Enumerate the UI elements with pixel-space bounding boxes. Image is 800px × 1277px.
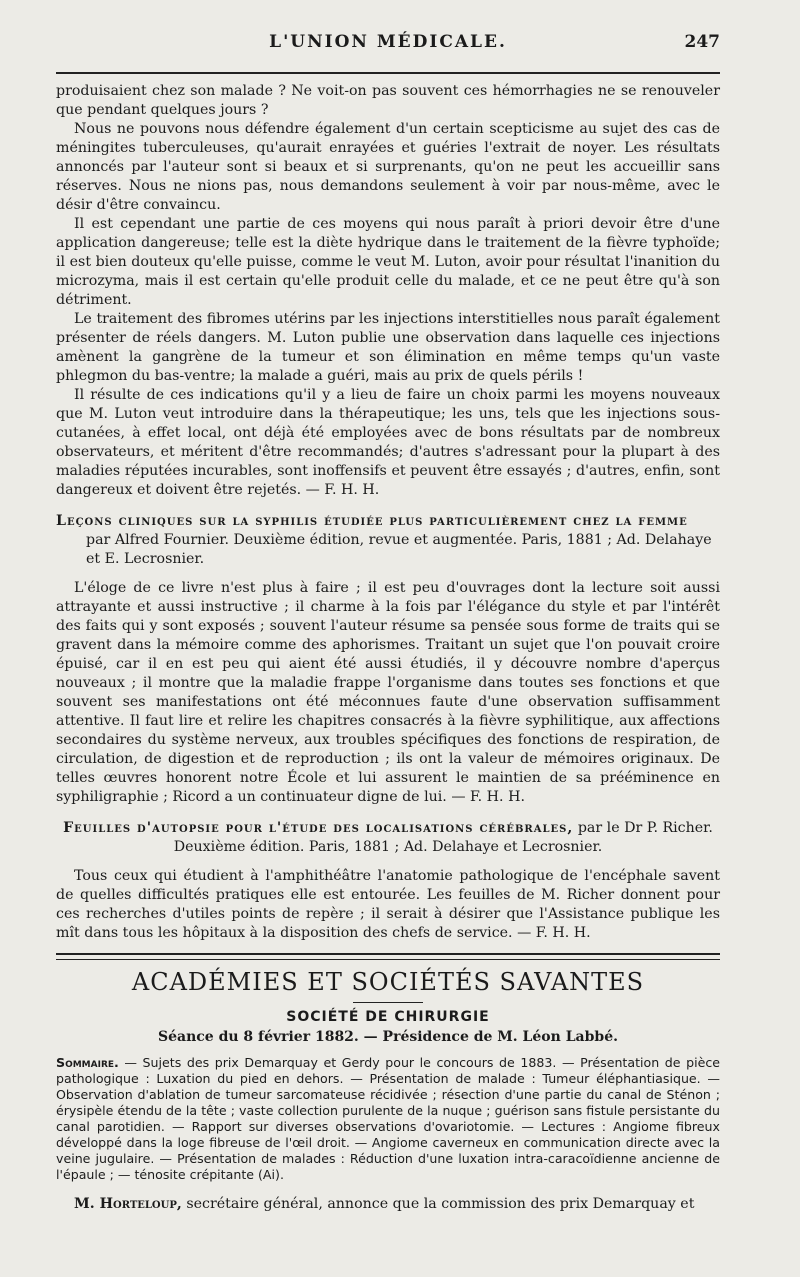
paragraph: Le traitement des fibromes utérins par les injections interstitielles nous paraît également présenter de réels dangers. M. Luton publie une observation dans laquelle ces injections amènent la gangrène de la tumeur et son élimination en même temps qu'un vaste phlegmon du bas-ventre; la malade a guéri, mais au prix de quels périls ! [56, 311, 720, 384]
society-title: SOCIÉTÉ DE CHIRURGIE [286, 1009, 490, 1025]
summary-text: — Sujets des prix Demarquay et Gerdy pour le concours de 1883. — Présentation de pièce pathologique : Luxation du pied en dehors. — Présentation de malade : Tumeur éléphantiasique. — Observation d'ablation de tumeur sarcomateuse récidivée ; résection d'une partie du canal de Sténon ; érysipèle étendu de la tête ; vaste collection purulente de la nuque ; guérison sans fistule persistante du canal parotidien. — Rapport sur diverses observations d'ovariotomie. — Lectures : Angiome fibreux développé dans la loge fibreuse de l'œil droit. — Angiome caverneux en communication directe avec la veine jugulaire. — Présentation de malades : Réduction d'une luxation intra-caracoïdienne ancienne de l'épaule ; — ténosite crépitante (Ai). [56, 1055, 720, 1182]
paragraph: Nous ne pouvons nous défendre également d'un certain scepticisme au sujet des cas de méningites tuberculeuses, qu'aurait enrayées et guéries l'extrait de noyer. Les résultats annoncés par l'auteur sont si beaux et si surprenants, qu'on ne peut les accueillir sans réserves. Nous ne nions pas, nous demandons seulement à voir par nous-même, avec le désir d'être convaincu. [56, 121, 720, 213]
section-divider [56, 953, 720, 960]
closing-text: secrétaire général, annonce que la commission des prix Demarquay et [186, 1196, 695, 1212]
review-text: L'éloge de ce livre n'est plus à faire ; il est peu d'ouvrages dont la lecture soit aussi attrayante et aussi instructive ; il charme à la fois par l'élégance du style et par l'intérêt des faits qui y sont exposés ; souvent l'auteur résume sa pensée sous forme de traits qui se gravent dans la mémoire comme des aphorismes. Traitant un sujet que l'on pouvait croire épuisé, car il en est peu qui aient été aussi étudiés, il y découvre nombre d'aperçus nouveaux ; il montre que la maladie frappe l'organisme dans toutes ses fonctions et que souvent ses manifestations ont été méconnues faute d'une observation suffisamment attentive. Il faut lire et relire les chapitres consacrés à la fièvre syphilitique, aux affections secondaires du système nerveux, aux troubles spécifiques des fonctions de respiration, de circulation, de digestion et de reproduction ; ils ont la valeur de mémoires originaux. De telles œuvres honorent notre École et lui assurent le maintien de sa prééminence en syphiligraphie ; Ricord a un continuateur digne de lui. — F. H. H. [56, 580, 720, 805]
session-line: Séance du 8 février 1882. — Présidence de M. Léon Labbé. [158, 1029, 618, 1045]
review-title: Leçons cliniques sur la syphilis étudiée plus particulièrement chez la femme [56, 513, 688, 529]
running-header [56, 32, 720, 60]
closing-paragraph [56, 1195, 720, 1214]
section-title: ACADÉMIES ET SOCIÉTÉS SAVANTES [131, 968, 645, 996]
review-author: par le Dr P. Richer. [577, 820, 713, 836]
closing-name: M. Horteloup, [74, 1196, 182, 1212]
review-text: Tous ceux qui étudient à l'amphithéâtre l'anatomie pathologique de l'encéphale savent de quelles difficultés pratiques elle est entourée. Les feuilles de M. Richer donnent pour ces recherches d'utiles points de repère ; il serait à désirer que l'Assistance publique les mît dans tous les hôpitaux à la disposition des chefs de service. — F. H. H. [56, 868, 720, 941]
paragraph: Il est cependant une partie de ces moyens qui nous paraît à priori devoir être d'une application dangereuse; telle est la diète hydrique dans le traitement de la fièvre typhoïde; il est bien douteux qu'elle puisse, comme le veut M. Luton, avoir pour résultat l'inanition du microzyma, mais il est certain qu'elle produit celle du malade, et ce ne peut être qu'à son détriment. [56, 216, 720, 308]
review-reference: par Alfred Fournier. Deuxième édition, revue et augmentée. Paris, 1881 ; Ad. Delahaye et E. Lecrosnier. [86, 532, 712, 567]
paragraph: Il résulte de ces indications qu'il y a lieu de faire un choix parmi les moyens nouveaux que M. Luton veut introduire dans la thérapeutique; les uns, tels que les injections sous-cutanées, à effet local, ont déjà été employées avec de bons résultats par de nombreux observateurs, et méritent d'être recommandés; d'autres s'adressant pour la plupart à des maladies réputées incurables, sont inoffensifs et peuvent être essayés ; d'autres, enfin, sont dangereux et doivent être rejetés. — F. H. H. [56, 387, 720, 498]
journal-title: L'UNION MÉDICALE. [269, 32, 507, 52]
header-rule [56, 72, 720, 74]
review-title: Feuilles d'autopsie pour l'étude des localisations cérébrales, [63, 820, 574, 836]
review-heading [56, 819, 720, 857]
title-rule [353, 1002, 423, 1003]
summary-lead: Sommaire. [56, 1055, 119, 1070]
article-body [56, 82, 720, 1214]
review-reference: Deuxième édition. Paris, 1881 ; Ad. Delahaye et Lecrosnier. [173, 839, 603, 855]
paragraph: produisaient chez son malade ? Ne voit-on pas souvent ces hémorrhagies ne se renouveler que pendant quelques jours ? [56, 83, 720, 118]
page-number: 247 [684, 32, 720, 52]
summary [56, 1055, 720, 1183]
review-heading [56, 512, 720, 569]
